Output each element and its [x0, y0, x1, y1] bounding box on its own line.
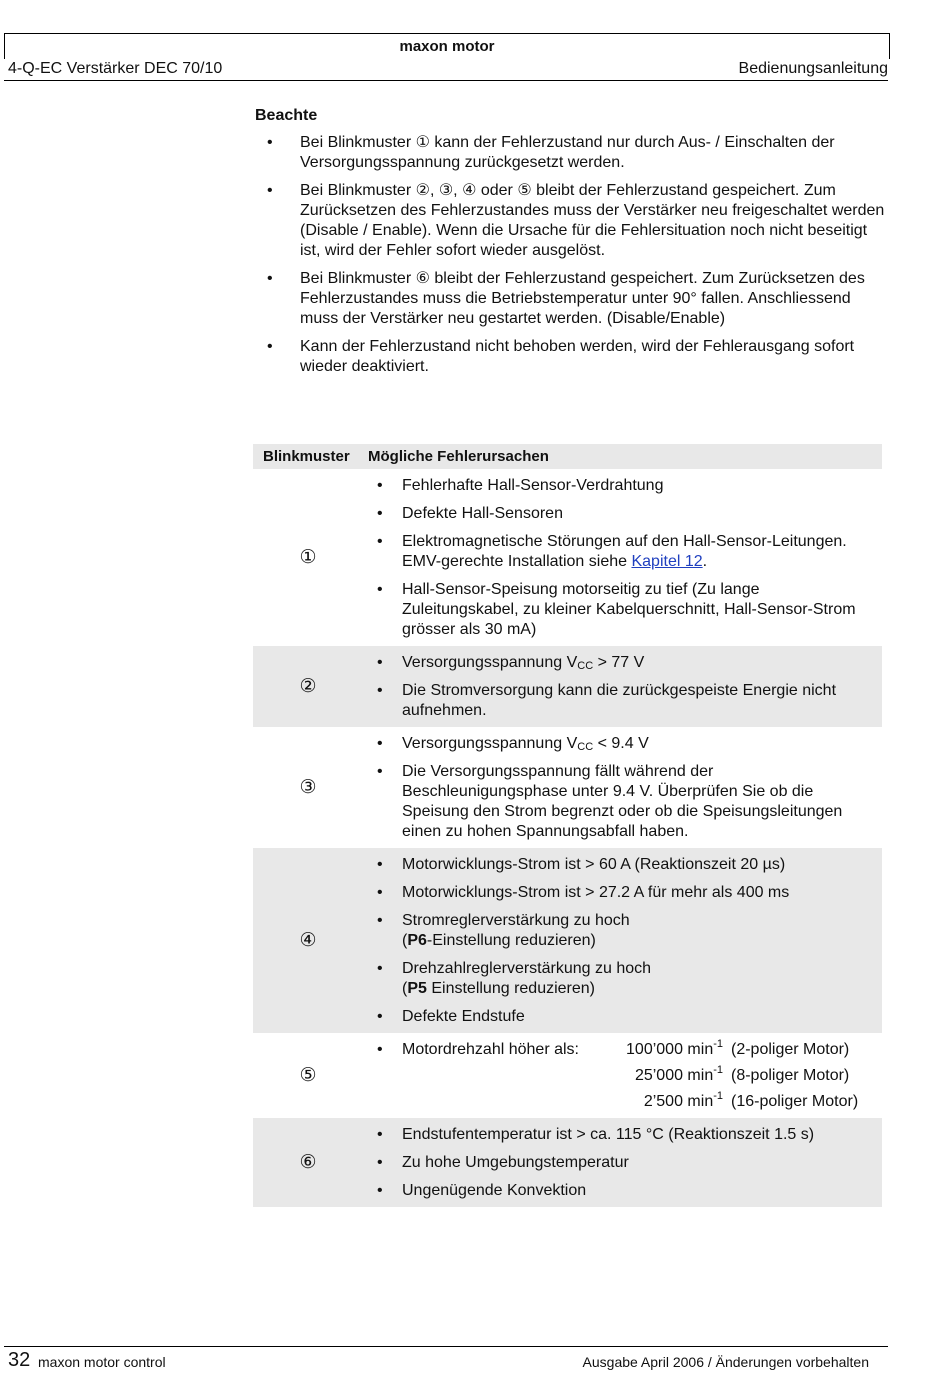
cause-item: • Defekte Hall-Sensoren: [363, 504, 876, 524]
fault-causes: [363, 469, 882, 646]
motor-type: (8-poliger Motor): [731, 1067, 850, 1084]
cause-item: • Zu hohe Umgebungstemperatur: [363, 1153, 876, 1173]
note-item: • Bei Blinkmuster ① kann der Fehlerzustand nur durch Aus- / Einschalten der Versorgungsspannung zurückgesetzt werden.: [255, 133, 887, 173]
blink-pattern: ①: [299, 546, 317, 568]
table-row: [253, 1033, 882, 1118]
cause-item: [363, 1040, 876, 1112]
speed-value: 100’000 $\min^{-1}$: [626, 1038, 723, 1058]
note-item: • Bei Blinkmuster ⑥ bleibt der Fehlerzustand gespeichert. Zum Zurücksetzen des Fehlerzustandes muss die Betriebstemperatur unter 90° fallen. Anschliessend muss der Verstärker neu gestartet werden. (Disable/Enable): [255, 269, 887, 329]
table-row: [253, 848, 882, 1033]
document-title: 4-Q-EC Verstärker DEC 70/10: [8, 60, 223, 77]
motor-type: (16-poliger Motor): [731, 1093, 859, 1110]
cause-item: • Hall-Sensor-Speisung motorseitig zu tief (Zu lange Zuleitungskabel, zu kleiner Kabelquerschnitt, Hall-Sensor-Strom grösser als 30 mA): [363, 580, 876, 640]
fault-causes: [363, 848, 882, 1033]
cause-item: • Elektromagnetische Störungen auf den Hall-Sensor-Leitungen. EMV-gerechte Installation siehe Kapitel 12.: [363, 532, 876, 572]
motor-type: (2-poliger Motor): [731, 1041, 850, 1058]
table-row: [253, 727, 882, 848]
speed-value: 2’500 $\min^{-1}$: [643, 1090, 723, 1110]
cause-item: • Drehzahlreglerverstärkung zu hoch (P5 Einstellung reduzieren): [363, 959, 876, 999]
cause-item: • Fehlerhafte Hall-Sensor-Verdrahtung: [363, 476, 876, 496]
fault-causes: [363, 1118, 882, 1207]
fault-causes: [363, 646, 882, 727]
cause-item: • Motorwicklungs-Strom ist > 27.2 A für mehr als 400 ms: [363, 883, 876, 903]
cause-item: • Motorwicklungs-Strom ist > 60 A (Reaktionszeit 20 µs): [363, 855, 876, 875]
fault-causes: [363, 1033, 882, 1118]
header-divider: [4, 80, 888, 81]
table-header-row: [253, 444, 882, 469]
table-row: [253, 646, 882, 727]
chapter-link[interactable]: Kapitel 12: [631, 553, 703, 570]
blink-pattern: ②: [253, 646, 363, 727]
header-box: [4, 33, 890, 59]
note-item: • Bei Blinkmuster ②, ③, ④ oder ⑤ bleibt der Fehlerzustand gespeichert. Zum Zurücksetzen des Fehlerzustandes muss der Verstärker neu freigeschaltet werden (Disable / Enable). Wenn die Ursache für die Fehlersituation noch nicht beseitigt ist, wird der Fehler sofort wieder ausgelöst.: [255, 181, 887, 261]
cause-item: • Ungenügende Konvektion: [363, 1181, 876, 1201]
brand-name: maxon motor: [399, 38, 495, 55]
blink-pattern: ⑥: [253, 1118, 363, 1207]
column-header-causes: Mögliche Fehlerursachen: [363, 444, 882, 469]
speed-limits: [363, 1040, 876, 1112]
note-item: • Kann der Fehlerzustand nicht behoben werden, wird der Fehlerausgang sofort wieder deaktiviert.: [255, 337, 887, 377]
column-header-pattern: Blinkmuster: [253, 444, 363, 469]
cause-item: • Versorgungsspannung $V_{CC} < 9.4$ V: [363, 734, 876, 754]
blink-pattern: ③: [299, 776, 317, 798]
speed-label: • Motordrehzahl höher als:: [402, 1041, 579, 1058]
note-section: [255, 106, 887, 385]
fault-causes: [363, 727, 882, 848]
speed-value: 25’000 $\min^{-1}$: [634, 1064, 723, 1084]
note-list: [255, 133, 887, 377]
cause-item: • Endstufentemperatur ist > ca. 115 °C (Reaktionszeit 1.5 s): [363, 1125, 876, 1145]
page-number: 32: [8, 1349, 31, 1371]
cause-item: • Stromreglerverstärkung zu hoch (P6-Einstellung reduzieren): [363, 911, 876, 951]
table-row: [253, 469, 882, 646]
cause-item: • Die Versorgungsspannung fällt während der Beschleunigungsphase unter 9.4 V. Überprüfen Sie ob die Speisung den Strom begrenzt oder ob die Speisungsleitungen einen zu hohen Spannungsabfall haben.: [363, 762, 876, 842]
footer-company: maxon motor control: [38, 1354, 166, 1370]
blink-pattern: ⑤: [299, 1064, 317, 1086]
cause-item: • Defekte Endstufe: [363, 1007, 876, 1027]
cause-item: • Die Stromversorgung kann die zurückgespeiste Energie nicht aufnehmen.: [363, 681, 876, 721]
footer-edition: Ausgabe April 2006 / Änderungen vorbehalten: [582, 1354, 869, 1370]
footer-divider: [4, 1346, 888, 1347]
cause-item: • Versorgungsspannung $V_{CC} > 77$ V: [363, 653, 876, 673]
fault-table: [253, 444, 882, 1207]
document-type: Bedienungsanleitung: [738, 60, 888, 77]
table-row: [253, 1118, 882, 1207]
note-title: Beachte: [255, 107, 318, 124]
blink-pattern: ④: [253, 848, 363, 1033]
